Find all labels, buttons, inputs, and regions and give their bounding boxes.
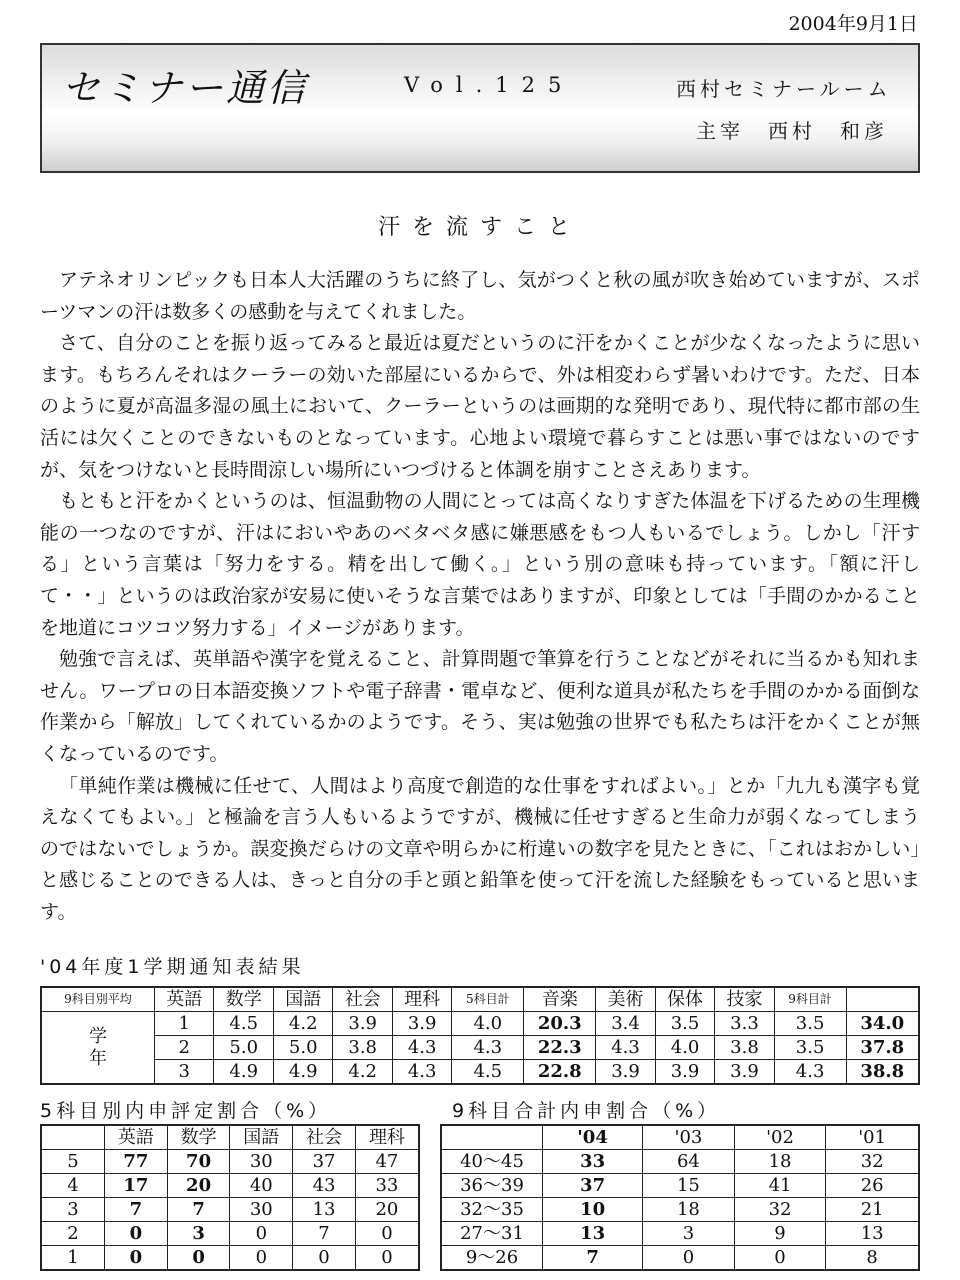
table-cell: 0 [230,1246,293,1271]
cell-value-bold: '04 [577,1127,608,1148]
table-row [41,1174,419,1198]
cell-value-bold: 70 [186,1151,212,1172]
table-header: 9科目別平均 [41,987,155,1012]
report-section-title: '04年度1学期通知表結果 [40,956,305,978]
table-cell: 37 [293,1150,356,1174]
table-cell: 30 [230,1150,293,1174]
table-cell: 0 [293,1246,356,1271]
table-cell: 43 [293,1174,356,1198]
table-cell: 3.9 [392,1012,451,1036]
table-row [41,1012,919,1036]
cell-value-bold: 7 [586,1247,599,1268]
essay-paragraph: 勉強で言えば、英単語や漢字を覚えること、計算問題で筆算を行うことなどがそれに当るかも知れません。ワープロの日本語変換ソフトや電子辞書・電卓など、便利な道具が私たちを手間のかかる面倒な作業から「解放」してくれているかのようです。そう、実は勉強の世界でも私たちは汗をかくことが無くなっているのです。 [40,648,920,765]
table-cell [524,1060,596,1085]
newsletter-header [40,43,920,173]
table-cell [167,1174,230,1198]
table-row [41,1036,919,1060]
cell-value-bold: 37.8 [860,1037,905,1058]
essay-paragraph: もともと汗をかくというのは、恒温動物の人間にとっては高くなりすぎた体温を下げるための生理機能の一つなのですが、汗はにおいやあのベタベタ感に嫌悪感をもつ人もいるでしょう。しかし「汗する」という言葉は「努力をする。精を出して働く。」という別の意味も持っています。「額に汗して・・」というのは政治家が安易に使いそうな言葉ではありますが、印象としては「手間のかかることを地道にコツコツ努力する」イメージがあります。 [40,490,920,639]
table-cell: 20 [355,1198,419,1222]
table-row [41,1060,919,1085]
issue-date: 2004年9月1日 [788,13,918,35]
table-cell: 26 [826,1174,919,1198]
cell-value-bold: 37 [580,1175,606,1196]
table-cell: 32 [826,1150,919,1174]
cell-value-bold: 77 [123,1151,149,1172]
table-cell [167,1222,230,1246]
table-cell [846,1036,919,1060]
table-header: 理科 [355,1125,419,1150]
table-cell [105,1198,168,1222]
cell-value-bold: 17 [123,1175,149,1196]
essay-paragraph: 「単純作業は機械に任せて、人間はより高度で創造的な仕事をすればよい。」とか「九九も漢字も覚えなくてもよい。」と極論を言う人もいるようですが、機械に任せすぎると生命力が弱くなってしまうのではないでしょうか。誤変換だらけの文章や明らかに桁違いの数字を見たときに、「これはおかしい」と感じることのできる人は、きっと自分の手と頭と鉛筆を使って汗を流した経験をもっていると思います。 [40,774,920,923]
report-card-table [40,986,920,1085]
author-name: 主宰 西村 和彦 [696,119,888,143]
cell-value-bold: 34.0 [860,1013,905,1034]
table-header: 美術 [596,987,655,1012]
table-cell: 30 [230,1198,293,1222]
table-header: 技家 [715,987,774,1012]
table-cell: 0 [230,1222,293,1246]
table-cell: 41 [734,1174,826,1198]
table-cell: 3.8 [715,1036,774,1060]
table-cell: 3.5 [655,1012,714,1036]
table-row [441,1222,919,1246]
table-cell [543,1150,643,1174]
table-row [41,1150,419,1174]
table-header: 社会 [333,987,392,1012]
grade-cell: 1 [155,1012,214,1036]
table-cell: 0 [643,1246,735,1271]
table-cell: 4.9 [273,1060,332,1085]
cell-value-bold: 3 [192,1223,205,1244]
table-cell: 33 [355,1174,419,1198]
cell-value-bold: 33 [580,1151,606,1172]
table-header-row [41,987,919,1012]
table-header-row [41,1125,419,1150]
cell-value-bold: 0 [129,1223,143,1244]
table-header: '03 [643,1125,735,1150]
table-header: '02 [734,1125,826,1150]
table-cell [524,1036,596,1060]
essay-paragraph: さて、自分のことを振り返ってみると最近は夏だというのに汗をかくことが少なくなったように思います。もちろんそれはクーラーの効いた部屋にいるからで、外は相変わらず暑いわけです。ただ、日本のように夏が高温多湿の風土において、クーラーというのは画期的な発明であり、現代特に都市部の生活には欠くことのできないものとなっています。心地よい環境で暮らすことは悪い事ではないのですが、気をつけないと長時間涼しい場所にいつづけると体調を崩すことさえあります。 [40,332,920,481]
grade-cell: 3 [155,1060,214,1085]
table-header: 国語 [273,987,332,1012]
table-cell: 13 [293,1198,356,1222]
cell-value-bold: 38.8 [860,1061,905,1082]
table-header: 国語 [230,1125,293,1150]
table-cell: 5.0 [214,1036,273,1060]
table-cell: 18 [734,1150,826,1174]
table-cell [543,1174,643,1198]
table-cell: 3.5 [774,1012,846,1036]
table-header-row [441,1125,919,1150]
row-label: 9〜26 [441,1246,543,1271]
table-header [543,1125,643,1150]
table-header: 数学 [167,1125,230,1150]
table-cell: 4.5 [452,1060,524,1085]
grade-label-cell [41,1012,155,1085]
row-label: 27〜31 [441,1222,543,1246]
table-header: '01 [826,1125,919,1150]
cell-value-bold: 0 [129,1247,143,1268]
organization-name: 西村セミナールーム [676,77,892,101]
table-header: 5科目計 [452,987,524,1012]
table-cell: 3.4 [596,1012,655,1036]
table-cell: 4.3 [774,1060,846,1085]
table-cell: 4.3 [596,1036,655,1060]
table-row [441,1246,919,1271]
table-cell: 21 [826,1198,919,1222]
table-cell: 9 [734,1222,826,1246]
table-cell: 4.2 [333,1060,392,1085]
row-label: 36〜39 [441,1174,543,1198]
table-header: 数学 [214,987,273,1012]
table-cell: 3.5 [774,1036,846,1060]
table-cell: 4.2 [273,1012,332,1036]
table-header: 保体 [655,987,714,1012]
essay-paragraph: アテネオリンピックも日本人大活躍のうちに終了し、気がつくと秋の風が吹き始めていますが、スポーツマンの汗は数多くの感動を与えてくれました。 [40,269,920,323]
row-label: 4 [41,1174,105,1198]
table-cell: 15 [643,1174,735,1198]
table-cell: 47 [355,1150,419,1174]
cell-value-bold: 7 [129,1199,143,1220]
table-row [41,1198,419,1222]
table-cell: 3.9 [596,1060,655,1085]
table-cell: 4.3 [392,1036,451,1060]
table-header: 理科 [392,987,451,1012]
cell-value-bold: 13 [580,1223,606,1244]
table-cell: 32 [734,1198,826,1222]
row-label: 2 [41,1222,105,1246]
table-cell: 7 [293,1222,356,1246]
cell-value-bold: 0 [192,1247,205,1268]
essay-title: 汗を流すこと [377,215,582,240]
table-cell: 4.9 [214,1060,273,1085]
table-row [441,1150,919,1174]
cell-value-bold: 7 [192,1199,205,1220]
table-cell: 3 [643,1222,735,1246]
row-label: 5 [41,1150,105,1174]
five-subject-title: 5科目別内申評定割合（%） [40,1100,332,1122]
table-cell [167,1150,230,1174]
table-cell: 3.9 [655,1060,714,1085]
table-cell [543,1222,643,1246]
table-header: 英語 [105,1125,168,1150]
table-header [441,1125,543,1150]
table-cell [846,1060,919,1085]
table-cell [846,1012,919,1036]
table-cell: 8 [826,1246,919,1271]
table-cell [524,1012,596,1036]
table-header: 9科目計 [774,987,846,1012]
table-cell: 3.3 [715,1012,774,1036]
table-cell: 4.3 [452,1036,524,1060]
table-cell [105,1150,168,1174]
table-cell: 64 [643,1150,735,1174]
table-cell: 0 [355,1246,419,1271]
grade-cell: 2 [155,1036,214,1060]
grade-label: 学年 [89,1025,107,1069]
table-cell: 40 [230,1174,293,1198]
table-cell [543,1246,643,1271]
table-cell: 0 [355,1222,419,1246]
newsletter-title: セミナー通信 [62,66,309,110]
table-cell [167,1246,230,1271]
row-label: 32〜35 [441,1198,543,1222]
table-cell: 18 [643,1198,735,1222]
volume-number: Vol.125 [404,73,575,97]
cell-value-bold: 10 [580,1199,606,1220]
table-row [441,1174,919,1198]
cell-value-bold: 22.3 [537,1037,582,1058]
table-cell: 4.0 [452,1012,524,1036]
nine-subject-title: 9科目合計内申割合（%） [452,1100,721,1122]
table-cell: 4.5 [214,1012,273,1036]
cell-value-bold: 20.3 [537,1013,582,1034]
table-cell: 0 [734,1246,826,1271]
table-header [41,1125,105,1150]
essay-body [40,265,920,928]
row-label: 40〜45 [441,1150,543,1174]
table-cell: 3.9 [333,1012,392,1036]
table-cell: 4.0 [655,1036,714,1060]
cell-value-bold: 20 [186,1175,212,1196]
table-header: 英語 [155,987,214,1012]
table-cell [105,1174,168,1198]
table-row [41,1222,419,1246]
table-header: 音楽 [524,987,596,1012]
table-cell: 5.0 [273,1036,332,1060]
table-cell [105,1222,168,1246]
table-cell: 13 [826,1222,919,1246]
table-row [441,1198,919,1222]
table-cell [167,1198,230,1222]
table-header: 社会 [293,1125,356,1150]
table-cell [105,1246,168,1271]
row-label: 1 [41,1246,105,1271]
table-cell: 4.3 [392,1060,451,1085]
nine-subject-table [440,1124,920,1271]
five-subject-table [40,1124,420,1271]
cell-value-bold: 22.8 [537,1061,582,1082]
table-cell: 3.9 [715,1060,774,1085]
table-cell [543,1198,643,1222]
row-label: 3 [41,1198,105,1222]
table-row [41,1246,419,1271]
table-cell: 3.8 [333,1036,392,1060]
